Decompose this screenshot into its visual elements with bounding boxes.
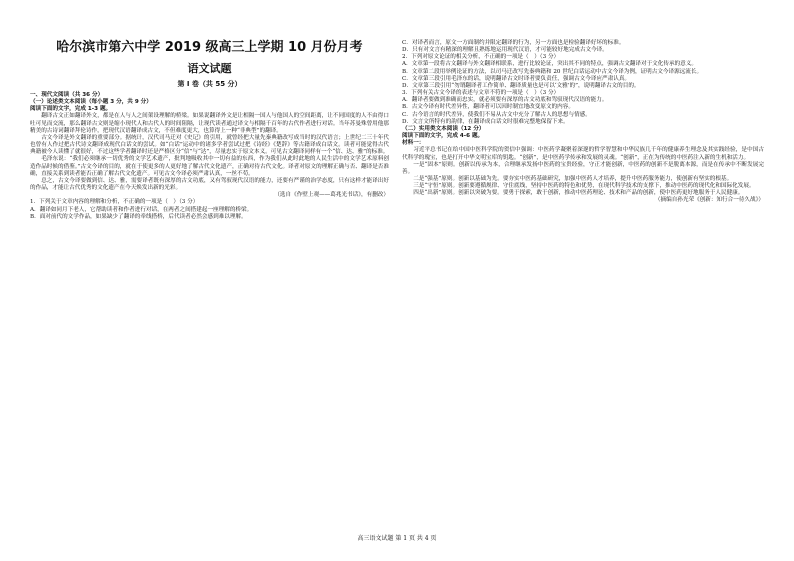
option-1c: C．对译者而言，原文一方面制约并限定翻译的行为，另一方面也是检验翻译好坏的标准。	[402, 40, 625, 46]
exam-title: 哈尔滨市第六中学 2019 级高三上学期 10 月份月考	[56, 40, 363, 55]
option-1a: A．翻译如同月下老人，它帮助读者和作者进行对话，在两者之间搭建起一座理解的桥梁。	[30, 206, 253, 213]
material-paragraph: 二是“强基”原则。创新以基础为先。要夯实中医药基础研究，加强中医药人才培养，提升中医药服务能力，使创新有坚实的根基。	[413, 175, 733, 182]
option-2c: C．文章第三段引用毛泽东的话，说明翻译古文时译者要负责任，强调古文今译应严肃认真。	[402, 75, 631, 82]
option-3c: C．古今语言的时代差异，使我们不易从古文中充分了解古人的思想与情感。	[402, 111, 591, 118]
material-source: （摘编自孙光荣《创新：知行合一待久战》）	[654, 197, 764, 204]
option-2a: A．文章第一段将古文翻译与外文翻译相联系，进行比较论证，突出其不同的特点，强调古文翻译对于文化传承的意义。	[402, 61, 697, 68]
material-paragraph: 四是“出新”原则。创新以突破为要。要勇于探索，敢于创新，推动中医药理论、技术和产品的创新，使中医药更好地服务于人民健康。	[413, 190, 744, 197]
option-1d: D．只有对文言有精深的理解且熟练地运用现代汉语，才可能较好地完成古文今译。	[402, 47, 608, 54]
passage-source: （选自《作壁上观——葛兆光书话》，有删改）	[274, 192, 389, 199]
option-3a: A．翻译者要做到准确而忠实，就必须要有深厚的古文功底和驾驭现代汉语的能力。	[402, 97, 608, 104]
instruction: 阅读下面的文字，完成 4-6 题。	[402, 133, 484, 140]
volume-label: 第 I 卷（共 55 分）	[177, 80, 242, 88]
instruction: 阅读下面的文字，完成 1-3 题。	[30, 106, 112, 113]
material-paragraph: 三是“守恒”原则。创新要遵循规律、守住底线，坚持中医药的特色和优势，在现代科学技术的支撑下，推动中医药的现代化和国际化发展。	[413, 183, 755, 190]
question-1: 1．下列关于文章内容的理解和分析，不正确的一项是（ ）（3 分）	[30, 199, 199, 206]
left-column	[30, 92, 389, 221]
option-2b: B．文章第二段用举例论证的方法，以司马迁改写先秦典籍和 20 世纪白话运动中古文今译为例，证明古文今译源远流长。	[402, 68, 703, 75]
option-3d: D．文言文所特有的韵律，在翻译成白话文时很难完整地保留下来。	[402, 118, 569, 125]
option-3b: B．古文今译有时代差异性，翻译者可以因时制宜地改变原文的内容。	[402, 104, 574, 111]
subsection-heading: （二）实用类文本阅读（12 分）	[402, 125, 485, 132]
exam-subtitle: 语文试题	[187, 62, 232, 75]
passage-paragraph: 翻译古文正如翻译外文，都是在人与人之间架设理解的桥梁。如果说翻译外文是让相隔一国人与他国人的空间距离，让不同国度的人不由得口吐可见而交流，那么翻译古文则是缩小现代人和古代人的时间阻隔，让现代读者通过译文与相隔千百年的古代作者进行对话。当年苏曼殊曾用他那精美的古诗词翻译拜伦诗作，把现代汉语翻译成古文，不但难度更大，也算得上一种“非典型”的翻译。	[30, 113, 389, 134]
material-paragraph: 习近平总书记在给中国中医科学院的贺信中强调：中医药学凝聚着深邃的哲学智慧和中华民族几千年的健康养生理念及其实践经验，是中国古代科学的瑰宝，也是打开中华文明宝库的钥匙。“创新”，是中医药学传承和发展的灵魂。“创新”，正在为传统的中医药注入新的生机和活力。	[402, 147, 764, 161]
subsection-heading: （一）论述类文本阅读（每小题 3 分，共 9 分）	[30, 99, 152, 106]
right-column	[402, 40, 764, 205]
passage-paragraph: 毛泽东说：“我们必须继承一切优秀的文学艺术遗产，批判地吸收其中一切有益的东西，作为我们从此时此地的人民生活中的文学艺术原料创造作品时候的借鉴。”古文今译的目的，就在于使更多的人更好地了解古代文化遗产，正确对待古代文化。译者对原文的理解正确与否、翻译是否准确，直接关系到读者能否正确了解古代文化遗产。可见古文今译必须严肃认真，一丝不苟。	[30, 156, 389, 177]
section-heading: 一、现代文阅读（共 36 分）	[30, 92, 104, 98]
option-2d: D．文章第三段引用“勿谓翻译者工作简单、翻译质量也是可以‘文雅’的”，说明翻译古文的目的。	[402, 82, 640, 89]
question-2: 2．下列对原文论证的相关分析，不正确的一项是（ ）（3 分）	[402, 54, 560, 61]
option-1b: B．面对前代的文学作品，如果缺少了翻译的牵线搭桥，后代读者必然会感到难以理解。	[30, 213, 247, 220]
passage-paragraph: 古文今译是外文翻译的重要部分。据统计，汉代司马迁对《史记》的引用，就曾经把大量先秦典籍改写成当时的汉代语言；上世纪二三十年代也曾有人作过把古代诗文翻译成现代白话文的尝试。如“白话”运动中的诸多学者尝试过把《诗经》《楚辞》等古籍译成白话文。读者可能觉得古代典籍被今人读懂了就很好，不过这些学者翻译时还是严格区分“信”与“达”，尽量忠实于原文本义。可见古文翻译同样有一个“信、达、雅”的标准。	[30, 134, 389, 156]
passage-paragraph: 总之，古文今译要做到信、达、雅，需要译者既有深厚的古文功底，又有驾驭现代汉语的能力，还要有严谨的治学态度，只有这样才能译出好的作品，才能让古代优秀的文化遗产在今天焕发出新的光彩。	[30, 177, 389, 192]
material-label: 材料一：	[402, 140, 425, 147]
page-footer: 高三语文试题 第 1 页 共 4 页	[357, 535, 437, 542]
question-3: 3．下列有关古文今译的表述与文章不符的一项是（ ）（3 分）	[402, 90, 560, 97]
material-paragraph: 一是“固本”原则。创新以传承为本，合理继承发扬中医药的宝贵经验，守正才能创新，中医药的创新不是脱离本源，而是在传承中不断发展完善。	[402, 161, 764, 175]
